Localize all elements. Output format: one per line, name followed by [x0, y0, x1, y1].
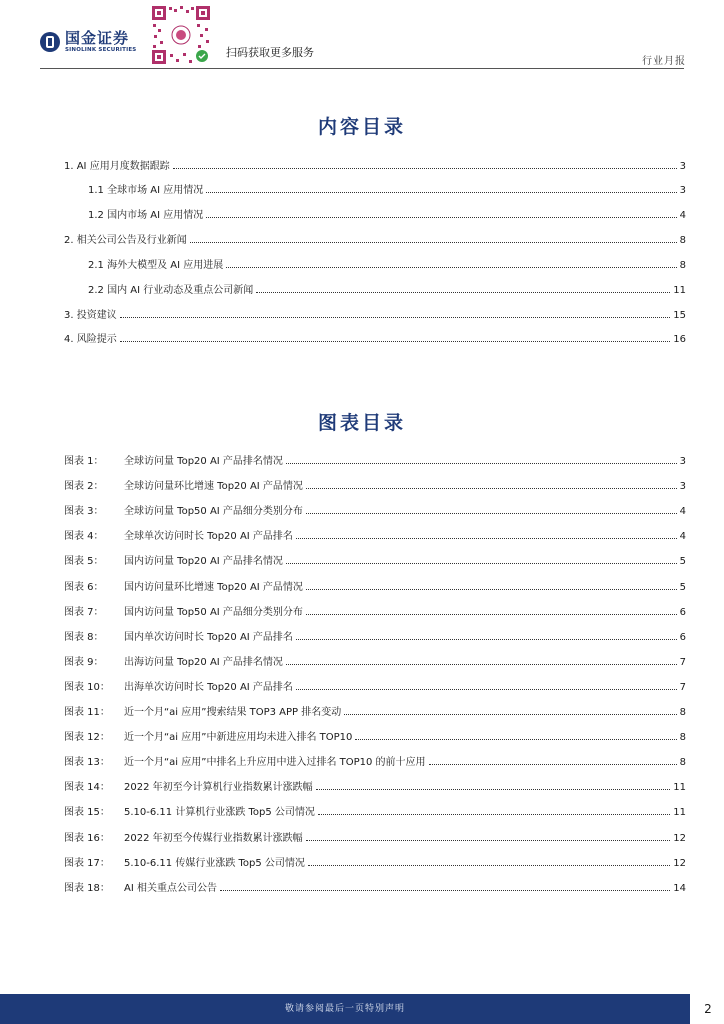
figure-entry-number: 图表 7：	[64, 606, 104, 618]
figure-entry-label: 近一个月“ai 应用”中排名上升应用中进入过排名 TOP10 的前十应用	[124, 757, 426, 769]
footer-disclaimer[interactable]: 敬请参阅最后一页特别声明	[284, 1004, 405, 1014]
figure-entry-label: 出海单次访问时长 Top20 AI 产品排名	[124, 681, 293, 693]
contents-entry[interactable]	[88, 256, 686, 272]
figure-entry-label: 出海访问量 Top20 AI 产品排名情况	[124, 656, 283, 668]
logo-name-en: SINOLINK SECURITIES	[65, 47, 137, 53]
figure-entry[interactable]	[64, 628, 686, 644]
figure-entry-page: 7	[679, 656, 686, 668]
contents-entry-label: 1.2 国内市场 AI 应用情况	[88, 210, 204, 221]
figure-entry-label: 2022 年初至今计算机行业指数累计涨跌幅	[124, 782, 313, 794]
figure-entry-page: 12	[673, 832, 686, 844]
figure-entry-number: 图表 16：	[64, 832, 110, 844]
figure-entry-page: 8	[679, 732, 686, 744]
contents-entry[interactable]	[64, 231, 686, 247]
report-type-label: 行业月报	[642, 56, 686, 67]
header-divider	[40, 68, 684, 69]
contents-entry[interactable]	[88, 281, 686, 297]
figure-entry[interactable]	[64, 452, 686, 468]
figure-entry-page: 8	[679, 707, 686, 718]
figure-entry-number: 图表 13：	[64, 757, 110, 769]
figure-entry-label: AI 相关重点公司公告	[124, 882, 217, 894]
figure-entry-page: 12	[673, 857, 686, 869]
figures-heading: 图表目录	[317, 412, 406, 434]
figure-entry-page: 6	[679, 631, 686, 643]
figure-entry-label: 5.10-6.11 计算机行业涨跌 Top5 公司情况	[124, 807, 315, 819]
figure-entry-page: 14	[673, 882, 686, 894]
dot-leader	[306, 580, 677, 590]
dot-leader	[306, 504, 677, 514]
figure-entry-label: 2022 年初至今传媒行业指数累计涨跌幅	[124, 832, 303, 844]
figure-entry[interactable]	[64, 829, 686, 845]
figure-entry-number: 图表 9：	[64, 656, 104, 668]
figure-entry-page: 8	[679, 757, 686, 769]
figure-entry-label: 国内访问量 Top50 AI 产品细分类别分布	[124, 606, 303, 618]
contents-entry-page: 15	[673, 310, 686, 321]
dot-leader	[173, 159, 677, 169]
dot-leader	[286, 454, 677, 464]
dot-leader	[206, 208, 676, 218]
dot-leader	[190, 233, 677, 243]
figure-entry-page: 6	[679, 606, 686, 618]
contents-entry[interactable]	[88, 206, 686, 222]
contents-entry-page: 3	[679, 185, 686, 196]
figure-entry[interactable]	[64, 477, 686, 493]
contents-entry[interactable]	[88, 181, 686, 197]
figure-entry-number: 图表 18：	[64, 882, 110, 894]
figure-entry-number: 图表 14：	[64, 782, 110, 794]
figure-entry[interactable]	[64, 703, 686, 719]
figure-entry-number: 图表 1：	[64, 456, 104, 467]
figure-entry[interactable]	[64, 678, 686, 694]
figure-entry-page: 5	[679, 581, 686, 593]
dot-leader	[306, 479, 677, 489]
figure-entry-number: 图表 8：	[64, 631, 104, 643]
logo-name-cn: 国金证券	[65, 29, 130, 47]
dot-leader	[355, 730, 676, 740]
contents-entry-page: 8	[679, 260, 686, 271]
figure-entry[interactable]	[64, 803, 686, 819]
figure-entry-page: 7	[679, 681, 686, 693]
dot-leader	[429, 755, 677, 765]
figure-entry-number: 图表 12：	[64, 732, 110, 744]
figure-entry-label: 5.10-6.11 传媒行业涨跌 Top5 公司情况	[124, 857, 305, 869]
dot-leader	[256, 283, 670, 293]
dot-leader	[226, 258, 676, 268]
figure-entry-number: 图表 10：	[64, 681, 110, 693]
dot-leader	[220, 881, 670, 891]
figure-entry[interactable]	[64, 778, 686, 794]
figure-entry-page: 11	[673, 782, 686, 794]
figure-entry-label: 近一个月“ai 应用”中新进应用均未进入排名 TOP10	[124, 732, 353, 744]
figure-entry-number: 图表 2：	[64, 481, 104, 493]
contents-entry[interactable]	[64, 306, 686, 322]
contents-entry-label: 4. 风险提示	[64, 334, 117, 345]
figure-entry-label: 全球访问量 Top50 AI 产品细分类别分布	[124, 506, 303, 518]
figure-entry-number: 图表 6：	[64, 581, 104, 593]
contents-entry[interactable]	[64, 157, 686, 173]
figure-entry-label: 全球访问量环比增速 Top20 AI 产品情况	[124, 481, 303, 493]
figure-entry-page: 4	[679, 531, 686, 543]
figure-entry-page: 3	[679, 481, 686, 493]
company-logo	[40, 30, 136, 54]
figure-entry[interactable]	[64, 753, 686, 769]
figure-entry[interactable]	[64, 502, 686, 518]
figure-entry[interactable]	[64, 728, 686, 744]
dot-leader	[318, 805, 670, 815]
contents-entry-label: 1. AI 应用月度数据跟踪	[64, 161, 170, 172]
figure-entry-label: 全球单次访问时长 Top20 AI 产品排名	[124, 531, 293, 543]
contents-entry-label: 3. 投资建议	[64, 310, 117, 321]
dot-leader	[296, 630, 677, 640]
figure-entry-label: 国内单次访问时长 Top20 AI 产品排名	[124, 631, 293, 643]
contents-entry-page: 11	[673, 285, 686, 296]
dot-leader	[306, 831, 671, 841]
contents-entry-page: 8	[679, 235, 686, 246]
figure-entry-label: 国内访问量环比增速 Top20 AI 产品情况	[124, 581, 303, 593]
dot-leader	[296, 529, 677, 539]
contents-heading: 内容目录	[317, 116, 406, 138]
figure-entry-page: 5	[679, 556, 686, 568]
page-number: 2	[692, 994, 724, 1024]
dot-leader	[120, 332, 671, 342]
contents-entry-label: 2. 相关公司公告及行业新闻	[64, 235, 187, 246]
contents-entry-page: 16	[673, 334, 686, 345]
figure-entry-number: 图表 15：	[64, 807, 110, 819]
page-footer	[0, 994, 724, 1024]
figure-entry-page: 4	[679, 506, 686, 518]
contents-entry-page: 4	[679, 210, 686, 221]
contents-entry-page: 3	[679, 161, 686, 172]
figure-entry-number: 图表 3：	[64, 506, 104, 518]
contents-entry-label: 1.1 全球市场 AI 应用情况	[88, 185, 204, 196]
dot-leader	[296, 680, 677, 690]
figure-entry-number: 图表 5：	[64, 556, 104, 568]
figure-entry[interactable]	[64, 552, 686, 568]
figure-entry-page: 3	[679, 456, 686, 467]
dot-leader	[316, 780, 671, 790]
dot-leader	[206, 183, 676, 193]
dot-leader	[344, 705, 676, 715]
figure-entry-number: 图表 17：	[64, 857, 110, 869]
dot-leader	[306, 605, 677, 615]
figure-entry[interactable]	[64, 879, 686, 895]
figure-entry[interactable]	[64, 527, 686, 543]
contents-entry-label: 2.1 海外大模型及 AI 应用进展	[88, 260, 224, 271]
figure-entry-label: 近一个月“ai 应用”搜索结果 TOP3 APP 排名变动	[124, 707, 342, 718]
figure-entry-number: 图表 11：	[64, 707, 110, 718]
page-header	[0, 0, 724, 68]
contents-entry[interactable]	[64, 330, 686, 346]
dot-leader	[120, 308, 671, 318]
figure-entry[interactable]	[64, 603, 686, 619]
figure-entry[interactable]	[64, 578, 686, 594]
figure-entry[interactable]	[64, 653, 686, 669]
qr-code-icon[interactable]	[150, 4, 212, 66]
figure-entry-number: 图表 4：	[64, 531, 104, 543]
dot-leader	[286, 554, 677, 564]
figure-entry-label: 国内访问量 Top20 AI 产品排名情况	[124, 556, 283, 568]
qr-caption: 扫码获取更多服务	[226, 46, 314, 59]
dot-leader	[286, 655, 677, 665]
figure-entry-label: 全球访问量 Top20 AI 产品排名情况	[124, 456, 283, 467]
dot-leader	[308, 856, 670, 866]
figure-entry-page: 11	[673, 807, 686, 819]
logo-mark-icon	[40, 32, 60, 52]
figure-entry[interactable]	[64, 854, 686, 870]
contents-entry-label: 2.2 国内 AI 行业动态及重点公司新闻	[88, 285, 254, 296]
